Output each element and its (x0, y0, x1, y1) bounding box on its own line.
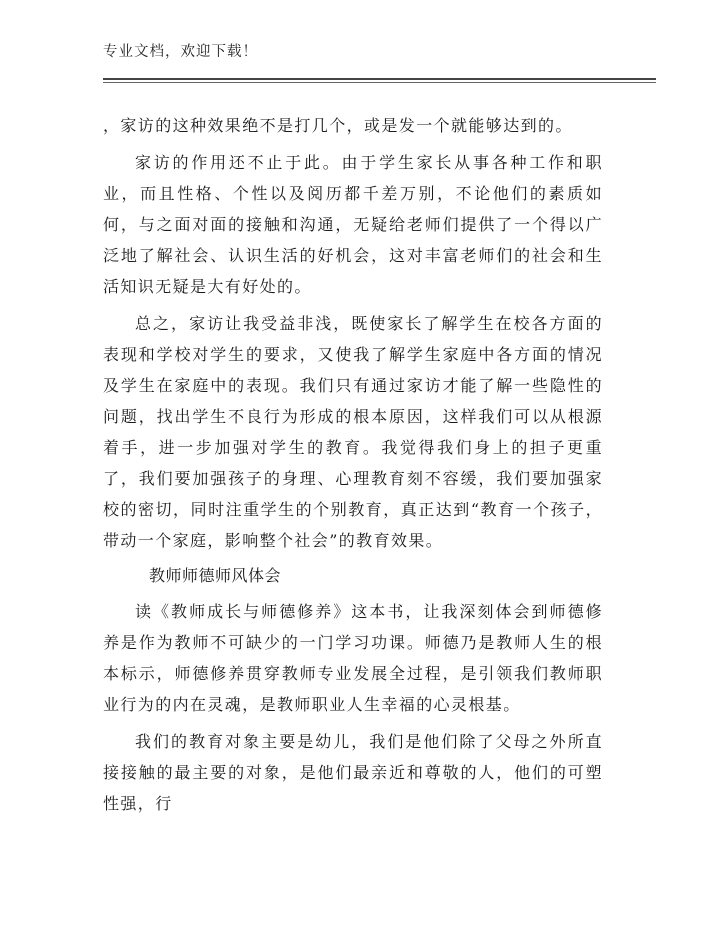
paragraph: 读《教师成长与师德修养》这本书，让我深刻体会到师德修养是作为教师不可缺少的一门学习功课。师德乃是教师人生的根本标示，师德修养贯穿教师专业发展全过程，是引领我们教师职业行为的内在灵魂，是教师职业人生幸福的心灵根基。 (103, 602, 603, 714)
paragraph: 家访的作用还不止于此。由于学生家长从事各种工作和职业，而且性格、个性以及阅历都千差万别，不论他们的素质如何，与之面对面的接触和沟通，无疑给老师们提供了一个得以广泛地了解社会、认识生活的好机会，这对丰富老师们的社会和生活知识无疑是大有好处的。 (103, 153, 603, 296)
document-body (103, 110, 603, 825)
paragraph: 我们的教育对象主要是幼儿，我们是他们除了父母之外所直接接触的最主要的对象，是他们最亲近和尊敬的人，他们的可塑性强，行 (103, 732, 603, 813)
paragraph: ，家访的这种效果绝不是打几个，或是发一个就能够达到的。 (103, 116, 573, 135)
header-rule (103, 78, 656, 80)
paragraph: 总之，家访让我受益非浅，既使家长了解学生在校各方面的表现和学校对学生的要求，又使我了解学生家庭中各方面的情况及学生在家庭中的表现。我们只有通过家访才能了解一些隐性的问题，找出学生不良行为形成的根本原因，这样我们可以从根源着手，进一步加强对学生的教育。我觉得我们身上的担子更重了，我们要加强孩子的身理、心理教育刻不容缓，我们要加强家校的密切，同时注重学生的个别教育，真正达到“教育一个孩子，带动一个家庭，影响整个社会”的教育效果。 (103, 314, 603, 550)
section-title: 教师师德师风体会 (149, 566, 282, 585)
document-header: 专业文档，欢迎下载！ (103, 44, 258, 60)
header-rule-thin (103, 82, 656, 83)
